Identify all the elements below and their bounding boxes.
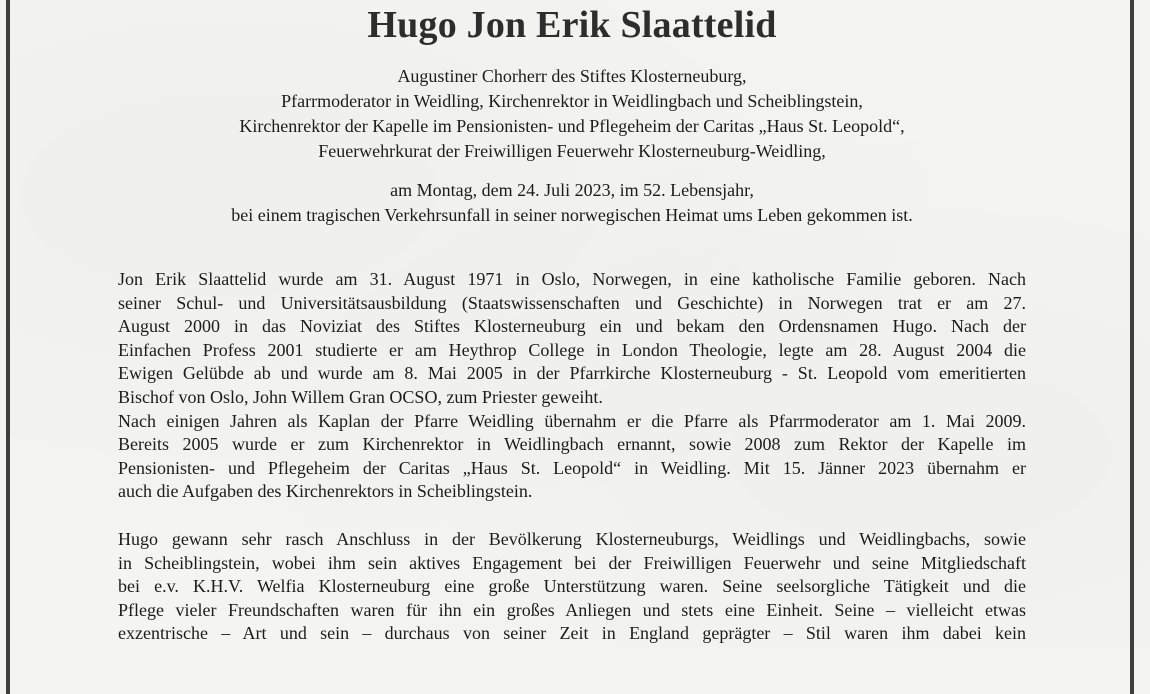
title-line: Pfarrmoderator in Weidling, Kirchenrektor in Weidlingbach und Scheiblingstein, — [281, 91, 863, 111]
death-cause-line: bei einem tragischen Verkehrsunfall in seiner norwegischen Heimat ums Leben gekommen ist. — [231, 205, 913, 225]
paragraph-spacer — [118, 504, 1026, 528]
text-line: exzentrische – Art und sein – durchaus von seiner Zeit in England geprägter – Stil waren ihm dabei kein — [118, 623, 1026, 644]
text-line: auch die Aufgaben des Kirchenrektors in Scheiblingstein. — [118, 481, 533, 502]
text-line: bei e.v. K.H.V. Welfia Klosterneuburg eine große Unterstützung waren. Seine seelsorgliche Tätigkeit und die — [118, 576, 1026, 597]
biography-paragraph-birth — [118, 268, 1026, 410]
death-notice-block — [0, 178, 1144, 228]
title-line: Augustiner Chorherr des Stiftes Klosterneuburg, — [397, 66, 747, 86]
biography — [118, 268, 1026, 646]
biography-paragraph-community — [118, 528, 1026, 646]
text-line: Hugo gewann sehr rasch Anschluss in der Bevölkerung Klosterneuburgs, Weidlings und Weidlingbachs, sowie — [118, 528, 1026, 549]
text-line: August 2000 in das Noviziat des Stiftes Klosterneuburg ein und bekam den Ordensnamen Hugo. Nach der — [118, 316, 1026, 337]
text-line: Ewigen Gelübde ab und wurde am 8. Mai 2005 in der Pfarrkirche Klosterneuburg - St. Leopold vom emeritierten — [118, 363, 1026, 384]
text-line: Pflege vieler Freundschaften waren für ihn ein großes Anliegen und stets eine Einheit. Seine – vielleicht etwas — [118, 599, 1026, 620]
text-line: seiner Schul- und Universitätsausbildung (Staatswissenschaften und Geschichte) in Norwegen trat er am 27. — [118, 292, 1026, 313]
text-line: Bischof von Oslo, John Willem Gran OCSO, zum Priester geweiht. — [118, 386, 603, 407]
deceased-name-heading: Hugo Jon Erik Slaattelid — [367, 4, 777, 46]
text-line: Einfachen Profess 2001 studierte er am Heythrop College in London Theologie, legte am 28. August 2004 die — [118, 339, 1026, 360]
death-date-line: am Montag, dem 24. Juli 2023, im 52. Lebensjahr, — [390, 180, 754, 200]
title-line: Kirchenrektor der Kapelle im Pensionisten- und Pflegeheim der Caritas „Haus St. Leopold“, — [239, 116, 905, 136]
biography-paragraph-ministry — [118, 410, 1026, 504]
titles-block — [0, 64, 1144, 164]
text-line: Nach einigen Jahren als Kaplan der Pfarre Weidling übernahm er die Pfarre als Pfarrmoderator am 1. Mai 2009. — [118, 410, 1026, 431]
title-line: Feuerwehrkurat der Freiwilligen Feuerwehr Klosterneuburg-Weidling, — [318, 141, 826, 161]
text-line: Jon Erik Slaattelid wurde am 31. August 1971 in Oslo, Norwegen, in eine katholische Familie geboren. Nach — [118, 269, 1026, 289]
text-line: in Scheiblingstein, wobei ihm sein aktives Engagement bei der Freiwilligen Feuerwehr und seine Mitgliedschaft — [118, 552, 1026, 573]
text-line: Pensionisten- und Pflegeheim der Caritas „Haus St. Leopold“ in Weidling. Mit 15. Jänner 2023 übernahm er — [118, 457, 1026, 478]
text-line: Bereits 2005 wurde er zum Kirchenrektor in Weidlingbach ernannt, sowie 2008 zum Rektor der Kapelle im — [118, 434, 1026, 455]
